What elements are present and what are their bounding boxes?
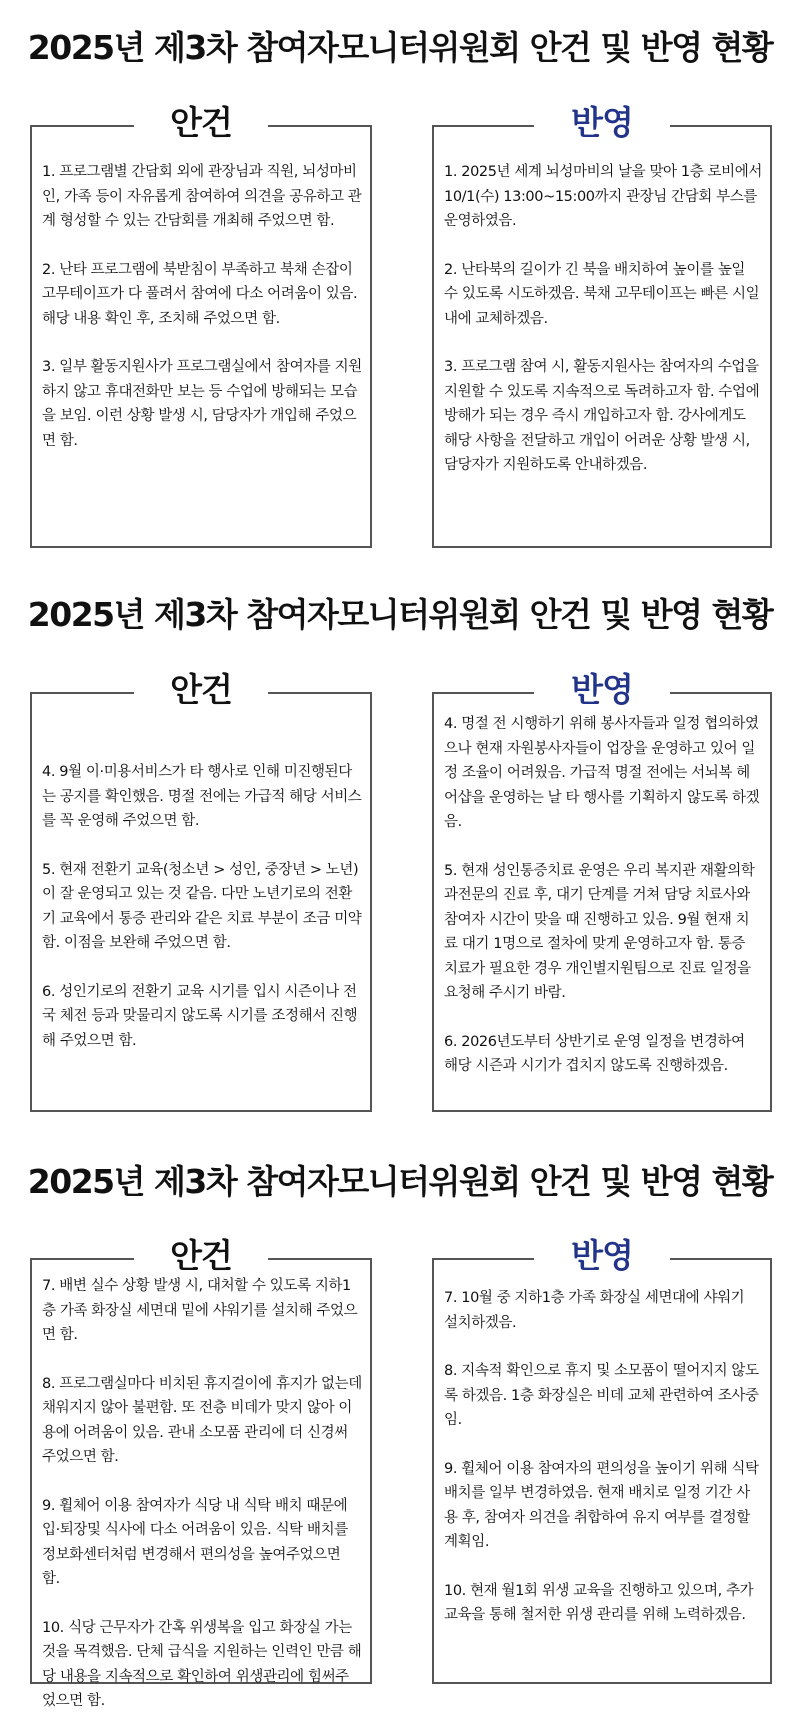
response-heading: 반영 xyxy=(571,103,633,142)
agenda-box xyxy=(30,1236,372,1709)
agenda-item: 10. 식당 근무자가 간혹 위생복을 입고 화장실 가는 것을 목격했음. 단체 급식을 지원하는 인력인 만큼 해당 내용을 지속적으로 확인하여 위생관리에 힘써주었으면 함. xyxy=(42,1619,362,1709)
section-title: 2025년 제3차 참여자모니터위원회 안건 및 반영 현황 xyxy=(27,28,773,67)
response-heading: 반영 xyxy=(571,670,633,709)
agenda-list xyxy=(42,1274,362,1714)
response-heading: 반영 xyxy=(571,1236,633,1275)
agenda-item: 6. 성인기로의 전환기 교육 시기를 입시 시즌이나 전국 체전 등과 맞물리지 않도록 시기를 조정해서 진행해 주었으면 함. xyxy=(42,983,358,1049)
response-item: 5. 현재 성인통증치료 운영은 우리 복지관 재활의학과전문의 진료 후, 대기 단계를 거쳐 담당 치료사와 참여자 시간이 맞을 때 진행하고 있음. 9월 현재 치료 대기 1명으로 절차에 맞게 운영하고자 함. 통증 치료가 필요한 경우 개인별지원팀으로 진료 일정을 요청해 주시기 바람. xyxy=(444,862,755,1001)
response-box xyxy=(432,1236,772,1684)
agenda-heading: 안건 xyxy=(170,670,232,709)
response-item: 3. 프로그램 참여 시, 활동지원사는 참여자의 수업을 지원할 수 있도록 지속적으로 독려하고자 함. 수업에 방해가 되는 경우 즉시 개입하고자 함. 강사에게도 해당 사항을 전달하고 개입이 어려운 상황 발생 시, 담당자가 지원하도록 안내하겠음. xyxy=(444,359,760,473)
response-item: 9. 휠체어 이용 참여자의 편의성을 높이기 위해 식탁 배치를 일부 변경하였음. 현재 배치로 일정 기간 사용 후, 참여자 의견을 취합하여 유지 여부를 결정할 계획임. xyxy=(444,1460,759,1550)
response-item: 8. 지속적 확인으로 휴지 및 소모품이 떨어지지 않도록 하겠음. 1층 화장실은 비데 교체 관련하여 조사중임. xyxy=(444,1363,759,1428)
agenda-heading: 안건 xyxy=(170,1236,232,1275)
response-list xyxy=(444,160,762,478)
response-box xyxy=(432,670,772,1112)
agenda-list xyxy=(42,760,362,1053)
section-title: 2025년 제3차 참여자모니터위원회 안건 및 반영 현황 xyxy=(27,1162,773,1201)
response-item: 7. 10월 중 지하1층 가족 화장실 세면대에 샤워기 설치하겠음. xyxy=(444,1290,745,1331)
response-list xyxy=(444,712,762,1079)
agenda-item: 7. 배변 실수 상황 발생 시, 대처할 수 있도록 지하1층 가족 화장실 세면대 밑에 샤워기를 설치해 주었으면 함. xyxy=(42,1278,358,1343)
agenda-heading: 안건 xyxy=(170,103,232,142)
response-item: 4. 명절 전 시행하기 위해 봉사자들과 일정 협의하였으나 현재 자원봉사자들이 업장을 운영하고 있어 일정 조율이 어려웠음. 가급적 명절 전에는 서뇌복 헤어샵을 운영하는 날 타 행사를 기획하지 않도록 하겠음. xyxy=(444,716,760,830)
agenda-box xyxy=(30,670,372,1112)
agenda-item: 9. 휠체어 이용 참여자가 식당 내 식탁 배치 때문에 입·퇴장및 식사에 다소 어려움이 있음. 식탁 배치를 정보화센터처럼 변경해서 편의성을 높여주었으면 함. xyxy=(42,1497,348,1587)
agenda-item: 3. 일부 활동지원사가 프로그램실에서 참여자를 지원하지 않고 휴대전화만 보는 등 수업에 방해되는 모습을 보임. 이런 상황 발생 시, 담당자가 개입해 주었으면 함. xyxy=(42,359,362,449)
agenda-list xyxy=(42,160,362,453)
agenda-item: 2. 난타 프로그램에 북받침이 부족하고 북채 손잡이 고무테이프가 다 풀려서 참여에 다소 어려움이 있음. 해당 내용 확인 후, 조치해 주었으면 함. xyxy=(42,261,358,327)
response-item: 10. 현재 월1회 위생 교육을 진행하고 있으며, 추가 교육을 통해 철저한 위생 관리를 위해 노력하겠음. xyxy=(444,1582,754,1623)
response-item: 1. 2025년 세계 뇌성마비의 날을 맞아 1층 로비에서 10/1(수) 13:00~15:00까지 관장님 간담회 부스를 운영하였음. xyxy=(444,164,762,229)
response-list xyxy=(444,1286,762,1628)
agenda-item: 5. 현재 전환기 교육(청소년 > 성인, 중장년 > 노년)이 잘 운영되고 있는 것 같음. 다만 노년기로의 전환기 교육에서 통증 관리와 같은 치료 부분이 조금 미약함. 이점을 보완해 주었으면 함. xyxy=(42,861,362,951)
response-box xyxy=(432,103,772,548)
section-title: 2025년 제3차 참여자모니터위원회 안건 및 반영 현황 xyxy=(27,595,773,634)
agenda-item: 8. 프로그램실마다 비치된 휴지걸이에 휴지가 없는데 채워지지 않아 불편함. 또 전층 비데가 맞지 않아 이용에 어려움이 있음. 관내 소모품 관리에 더 신경써 주었으면 함. xyxy=(42,1375,362,1465)
agenda-box xyxy=(30,103,372,548)
agenda-item: 4. 9월 이·미용서비스가 타 행사로 인해 미진행된다는 공지를 확인했음. 명절 전에는 가급적 해당 서비스를 꼭 운영해 주었으면 함. xyxy=(42,764,362,829)
agenda-item: 1. 프로그램별 간담회 외에 관장님과 직원, 뇌성마비인, 가족 등이 자유롭게 참여하여 의견을 공유하고 관계 형성할 수 있는 간담회를 개최해 주었으면 함. xyxy=(42,164,362,229)
response-item: 6. 2026년도부터 상반기로 운영 일정을 변경하여 해당 시즌과 시기가 겹치지 않도록 진행하겠음. xyxy=(444,1033,745,1074)
response-item: 2. 난타북의 길이가 긴 북을 배치하여 높이를 높일 수 있도록 시도하겠음. 북채 고무테이프는 빠른 시일 내에 교체하겠음. xyxy=(444,261,760,327)
